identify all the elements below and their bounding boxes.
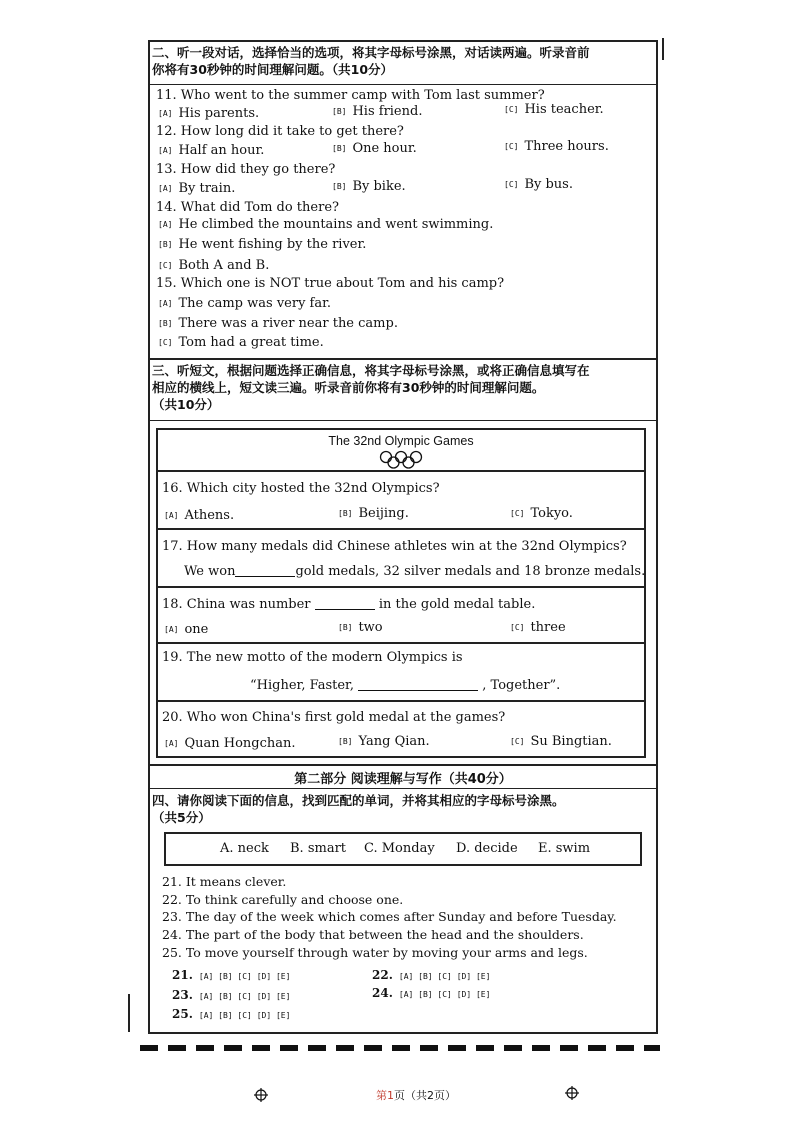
q13-option-b[interactable]: [B] By bike. (332, 179, 406, 194)
item-22: 22. To think carefully and choose one. (162, 892, 404, 907)
q11-option-c[interactable]: [C] His teacher. (504, 102, 604, 117)
q16-option-a[interactable]: [A] Athens. (164, 508, 235, 523)
answer-row-24[interactable]: 24. [A] [B] [C] [D] [E] (372, 986, 491, 1000)
section4-heading: 四、请你阅读下面的信息，找到匹配的单词，并将其相应的字母标号涂黑。 （共5分） (152, 793, 565, 825)
item-25: 25. To move yourself through water by moving your arms and legs. (162, 945, 588, 960)
item-21: 21. It means clever. (162, 874, 287, 889)
section2-heading: 二、听一段对话，选择恰当的选项，将其字母标号涂黑，对话读两遍。听录音前 你将有30秒钟的时间理解问题。（共10分） (152, 45, 590, 77)
q14-option-c[interactable]: [C] Both A and B. (158, 258, 270, 273)
table-row-20 (158, 700, 644, 758)
q13-option-c[interactable]: [C] By bus. (504, 177, 573, 192)
item-23: 23. The day of the week which comes after Sunday and before Tuesday. (162, 909, 617, 924)
registration-mark-left-icon (254, 1088, 268, 1102)
answer-sheet (148, 40, 658, 1034)
q18-option-a[interactable]: [A] one (164, 622, 209, 637)
q18-option-b[interactable]: [B] two (338, 620, 383, 635)
part2-title: 第二部分 阅读理解与写作（共40分） (294, 772, 512, 787)
left-margin-mark (128, 994, 130, 1032)
question-19: 19. The new motto of the modern Olympics is (162, 650, 463, 665)
q11-option-b[interactable]: [B] His friend. (332, 104, 423, 119)
word-e: E. swim (538, 841, 591, 856)
right-margin-mark (662, 38, 664, 60)
q12-option-a[interactable]: [A] Half an hour. (158, 143, 265, 158)
registration-mark-right-icon (565, 1086, 579, 1100)
word-b: B. smart (290, 841, 347, 856)
word-bank-box (164, 832, 642, 866)
table-row-18 (158, 586, 644, 642)
olympic-table (156, 428, 646, 758)
q15-option-a[interactable]: [A] The camp was very far. (158, 296, 332, 311)
q14-option-a[interactable]: [A] He climbed the mountains and went swimming. (158, 217, 494, 232)
q13-option-a[interactable]: [A] By train. (158, 181, 236, 196)
question-18: 18. China was number in the gold medal table. (162, 597, 536, 612)
table-row-17 (158, 528, 644, 586)
section3-heading: 三、听短文，根据问题选择正确信息，将其字母标号涂黑，或将正确信息填写在 相应的横线上，短文读三遍。听录音前你将有30秒钟的时间理解问题。 （共10分） (152, 363, 590, 412)
word-c: C. Monday (364, 841, 435, 856)
answer-row-22[interactable]: 22. [A] [B] [C] [D] [E] (372, 968, 491, 982)
question-20: 20. Who won China's first gold medal at the games? (162, 710, 506, 725)
question-16: 16. Which city hosted the 32nd Olympics? (162, 481, 440, 496)
cut-line (140, 1045, 660, 1051)
q20-option-a[interactable]: [A] Quan Hongchan. (164, 736, 296, 751)
q12-option-b[interactable]: [B] One hour. (332, 141, 417, 156)
q11-option-a[interactable]: [A] His parents. (158, 106, 260, 121)
olympic-rings-icon (379, 450, 423, 470)
q19-fill-sentence: “Higher, Faster, , Together”. (250, 678, 561, 693)
q19-answer-blank[interactable] (358, 678, 478, 691)
q16-option-b[interactable]: [B] Beijing. (338, 506, 409, 521)
question-14: 14. What did Tom do there? (156, 200, 339, 215)
word-a: A. neck (220, 841, 269, 856)
q14-option-b[interactable]: [B] He went fishing by the river. (158, 237, 367, 252)
q12-option-c[interactable]: [C] Three hours. (504, 139, 609, 154)
question-12: 12. How long did it take to get there? (156, 124, 404, 139)
question-11: 11. Who went to the summer camp with Tom last summer? (156, 88, 545, 103)
table-title: The 32nd Olympic Games (328, 434, 474, 448)
word-d: D. decide (456, 841, 518, 856)
page-number: 第1页（共2页） (376, 1089, 456, 1102)
q20-option-c[interactable]: [C] Su Bingtian. (510, 734, 612, 749)
question-15: 15. Which one is NOT true about Tom and his camp? (156, 276, 505, 291)
q17-fill-sentence: We won gold medals, 32 silver medals and 18 bronze medals. (184, 564, 646, 579)
question-13: 13. How did they go there? (156, 162, 336, 177)
answer-row-25[interactable]: 25. [A] [B] [C] [D] [E] (172, 1007, 291, 1021)
part2-title-underline (150, 788, 656, 789)
item-24: 24. The part of the body that between the head and the shoulders. (162, 927, 584, 942)
part2-divider (150, 764, 656, 766)
table-row-16 (158, 470, 644, 528)
answer-row-21[interactable]: 21. [A] [B] [C] [D] [E] (172, 968, 291, 982)
question-17: 17. How many medals did Chinese athletes win at the 32nd Olympics? (162, 539, 627, 554)
answer-row-23[interactable]: 23. [A] [B] [C] [D] [E] (172, 988, 291, 1002)
table-row-19 (158, 642, 644, 700)
q15-option-b[interactable]: [B] There was a river near the camp. (158, 316, 398, 331)
q20-option-b[interactable]: [B] Yang Qian. (338, 734, 430, 749)
q18-option-c[interactable]: [C] three (510, 620, 566, 635)
q15-option-c[interactable]: [C] Tom had a great time. (158, 335, 324, 350)
q16-option-c[interactable]: [C] Tokyo. (510, 506, 573, 521)
q17-answer-blank[interactable] (235, 564, 295, 577)
q18-answer-blank[interactable] (315, 597, 375, 610)
